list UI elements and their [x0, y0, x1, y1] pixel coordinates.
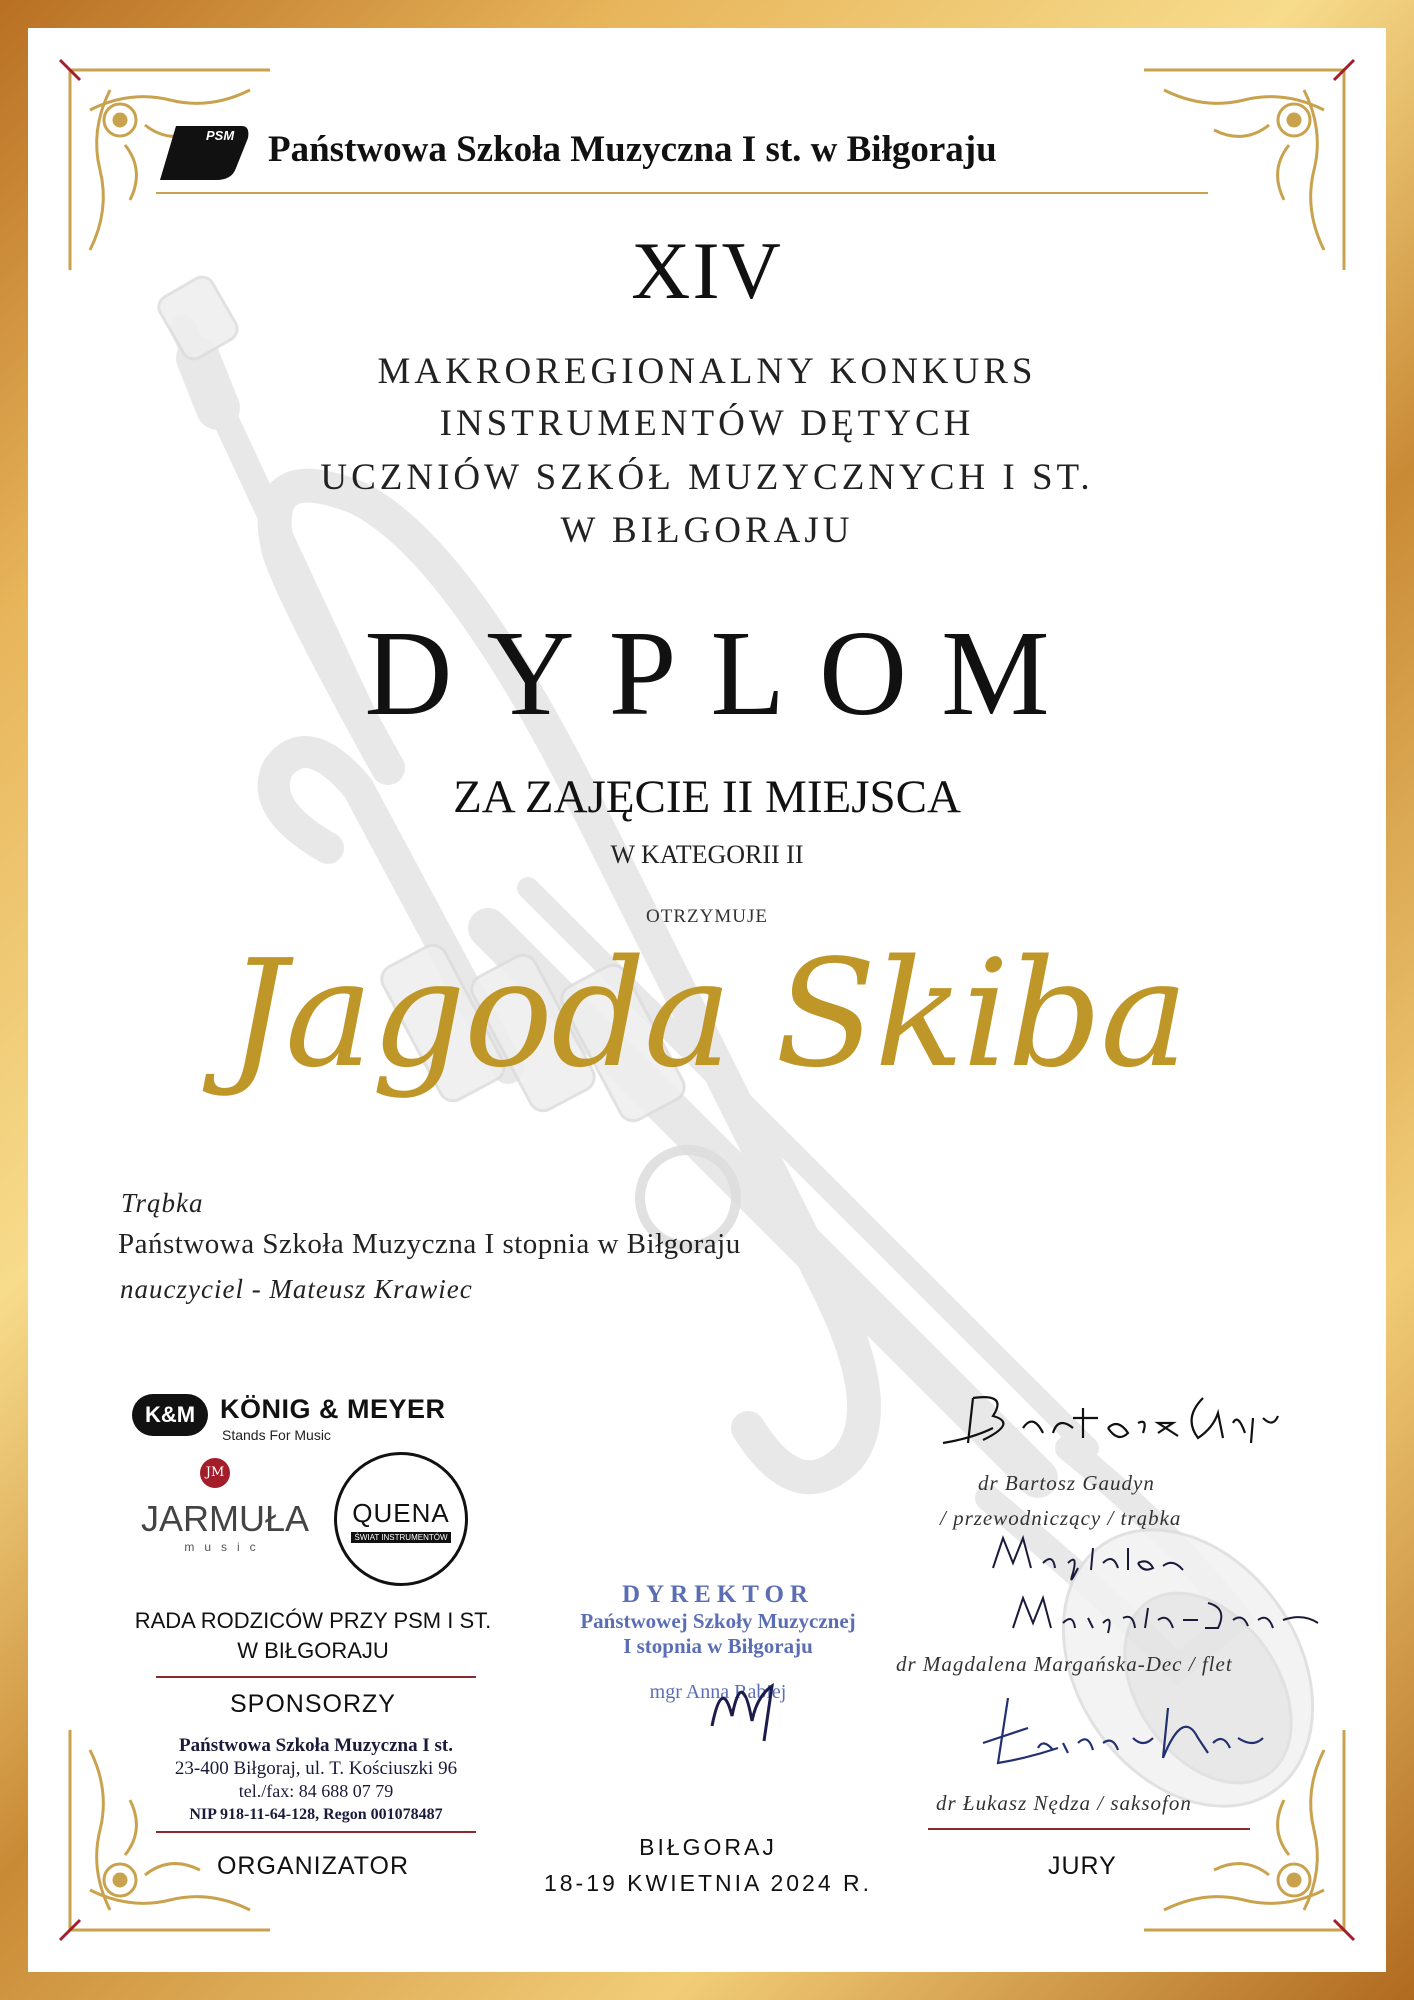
jury-signature-marganska-dec [983, 1528, 1323, 1648]
jury-signature-gaudyn [933, 1378, 1293, 1458]
instrument-text: Trąbka [121, 1188, 204, 1218]
organizer-stamp-line: NIP 918-11-64-128, Regon 001078487 [189, 1806, 443, 1823]
category-text: W KATEGORII II [610, 840, 804, 869]
student-school-text: Państwowa Szkoła Muzyczna I stopnia w Biłgoraju [118, 1228, 741, 1260]
award-text: ZA ZAJĘCIE II MIEJSCA [453, 771, 961, 823]
school-name: Państwowa Szkoła Muzyczna I st. w Biłgoraju [268, 129, 997, 170]
organizer-stamp-line: 23-400 Biłgoraj, ul. T. Kościuszki 96 [174, 1758, 458, 1779]
jury-divider [928, 1828, 1250, 1830]
jury-member-role: / przewodniczący / trąbka [940, 1506, 1182, 1530]
organizer-stamp-line: Państwowa Szkoła Muzyczna I st. [179, 1735, 453, 1756]
contest-title-line: MAKROREGIONALNY KONKURS [377, 351, 1037, 392]
contest-title-line: INSTRUMENTÓW DĘTYCH [439, 403, 975, 444]
school-header [156, 108, 1176, 218]
jarmula-logo [130, 1458, 320, 1568]
teacher-text: nauczyciel - Mateusz Krawiec [120, 1274, 473, 1304]
recipient-name: Jagoda Skiba [227, 928, 1187, 1100]
jarmula-subtitle: music [184, 1540, 266, 1554]
jarmula-name: JARMUŁA [140, 1498, 310, 1539]
km-name: KÖNIG & MEYER [220, 1394, 446, 1424]
director-stamp-line: mgr Anna Rabiej [649, 1681, 787, 1703]
sponsors-label: SPONSORZY [230, 1690, 396, 1718]
header-divider [156, 192, 1208, 194]
jury-member-name: dr Magdalena Margańska-Dec / flet [896, 1652, 1233, 1676]
jarmula-mark: JM [200, 1458, 230, 1488]
jury-member-name: dr Bartosz Gaudyn [978, 1471, 1155, 1495]
director-stamp-line: DYREKTOR [621, 1581, 814, 1608]
organizer-label: ORGANIZATOR [216, 1852, 410, 1880]
parents-council-text: RADA RODZICÓW PRZY PSM I ST. W BIŁGORAJU [134, 1608, 492, 1663]
event-date: 18-19 KWIETNIA 2024 R. [543, 1870, 873, 1896]
receives-label: OTRZYMUJE [646, 906, 768, 927]
director-stamp-line: Państwowej Szkoły Muzycznej [580, 1609, 856, 1633]
psm-logo-text: PSM [206, 128, 235, 143]
contest-edition: XIV [631, 225, 783, 316]
jury-label: JURY [1048, 1852, 1117, 1880]
organizer-divider [156, 1831, 476, 1833]
director-signature [702, 1656, 792, 1746]
psm-piano-logo [156, 118, 252, 184]
jury-signature-nedza [968, 1688, 1268, 1778]
contest-title-line: UCZNIÓW SZKÓŁ MUZYCZNYCH I ST. [320, 457, 1094, 498]
km-tagline: Stands For Music [222, 1427, 331, 1443]
quena-logo [334, 1452, 474, 1592]
diploma-title: DYPLOM [364, 606, 1084, 741]
diploma-paper [28, 28, 1386, 1972]
event-place: BIŁGORAJ [639, 1834, 777, 1860]
sponsors-divider [156, 1676, 476, 1678]
contest-title-line: W BIŁGORAJU [560, 510, 854, 551]
organizer-stamp-line: tel./fax: 84 688 07 79 [238, 1781, 394, 1801]
quena-subtitle: ŚWIAT INSTRUMENTÓW [351, 1532, 451, 1543]
km-badge: K&M [132, 1394, 208, 1436]
jury-member-name: dr Łukasz Nędza / saksofon [936, 1791, 1192, 1815]
konig-meyer-logo [132, 1390, 482, 1450]
quena-name: QUENA [352, 1498, 450, 1528]
director-stamp-line: I stopnia w Biłgoraju [623, 1634, 813, 1658]
organizer-stamp [136, 1734, 496, 1826]
